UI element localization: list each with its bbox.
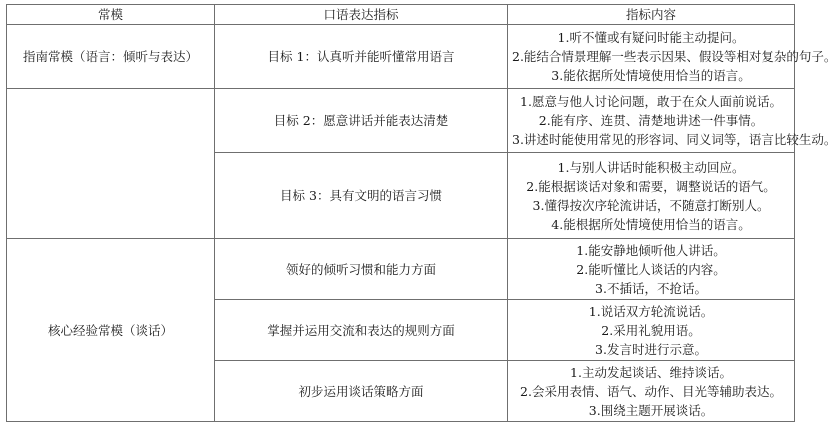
- header-content: 指标内容: [508, 5, 795, 25]
- content-cell: [508, 153, 795, 239]
- table-header-row: [7, 5, 795, 25]
- content-cell: [508, 239, 795, 300]
- content-line: 2.能根据谈话对象和需要，调整说话的语气。: [526, 178, 776, 194]
- content-line: 1.与别人讲话时能积极主动回应。: [557, 159, 745, 175]
- content-line: 4.能根据所处情境使用恰当的语言。: [551, 216, 751, 232]
- content-cell: [508, 361, 795, 422]
- table-row: [7, 89, 795, 153]
- content-line: 3.围绕主题开展谈话。: [588, 402, 714, 418]
- header-indicator: 口语表达指标: [215, 5, 508, 25]
- content-line: 2.采用礼貌用语。: [601, 322, 701, 338]
- content-line: 3.不插话，不抢话。: [595, 280, 707, 296]
- indicator-cell: 掌握并运用交流和表达的规则方面: [215, 300, 508, 361]
- table-row: [7, 25, 795, 89]
- content-line: 3.能依据所处情境使用恰当的语言。: [551, 68, 751, 83]
- content-line: 3.懂得按次序轮流讲话，不随意打断别人。: [532, 197, 770, 213]
- header-norm: 常模: [7, 5, 215, 25]
- content-line: 2.能有序、连贯、清楚地讲述一件事情。: [538, 113, 764, 128]
- content-line: 2.能听懂比人谈话的内容。: [576, 261, 726, 277]
- content-line: 1.听不懂或有疑问时能主动提问。: [557, 30, 745, 45]
- indicator-cell: 目标 3：具有文明的语言习惯: [215, 153, 508, 239]
- indicator-cell: 领好的倾听习惯和能力方面: [215, 239, 508, 300]
- norm-category-cell: 核心经验常模（谈话）: [7, 239, 215, 422]
- content-line: 3.讲述时能使用常见的形容词、同义词等，语言比较生动。: [512, 132, 836, 147]
- indicator-cell: 目标 2：愿意讲话并能表达清楚: [215, 89, 508, 153]
- norm-category-cell: [7, 89, 215, 239]
- norms-table: [6, 4, 836, 422]
- content-line: 3.发言时进行示意。: [595, 341, 707, 357]
- indicator-cell: 初步运用谈话策略方面: [215, 361, 508, 422]
- content-cell: [508, 25, 836, 89]
- norm-category-cell: 指南常模（语言：倾听与表达）: [7, 25, 215, 89]
- content-line: 1.能安静地倾听他人讲话。: [576, 242, 726, 258]
- content-cell: [508, 300, 795, 361]
- content-line: 2.会采用表情、语气、动作、目光等辅助表达。: [520, 383, 782, 399]
- content-line: 1.愿意与他人讨论问题，敢于在众人面前说话。: [520, 94, 782, 109]
- content-line: 1.说话双方轮流说话。: [588, 303, 714, 319]
- table-row: [7, 239, 795, 300]
- content-line: 2.能结合情景理解一些表示因果、假设等相对复杂的句子。: [512, 49, 836, 64]
- content-cell: [508, 89, 836, 153]
- indicator-cell: 目标 1：认真听并能听懂常用语言: [215, 25, 508, 89]
- content-line: 1.主动发起谈话、维持谈话。: [570, 364, 732, 380]
